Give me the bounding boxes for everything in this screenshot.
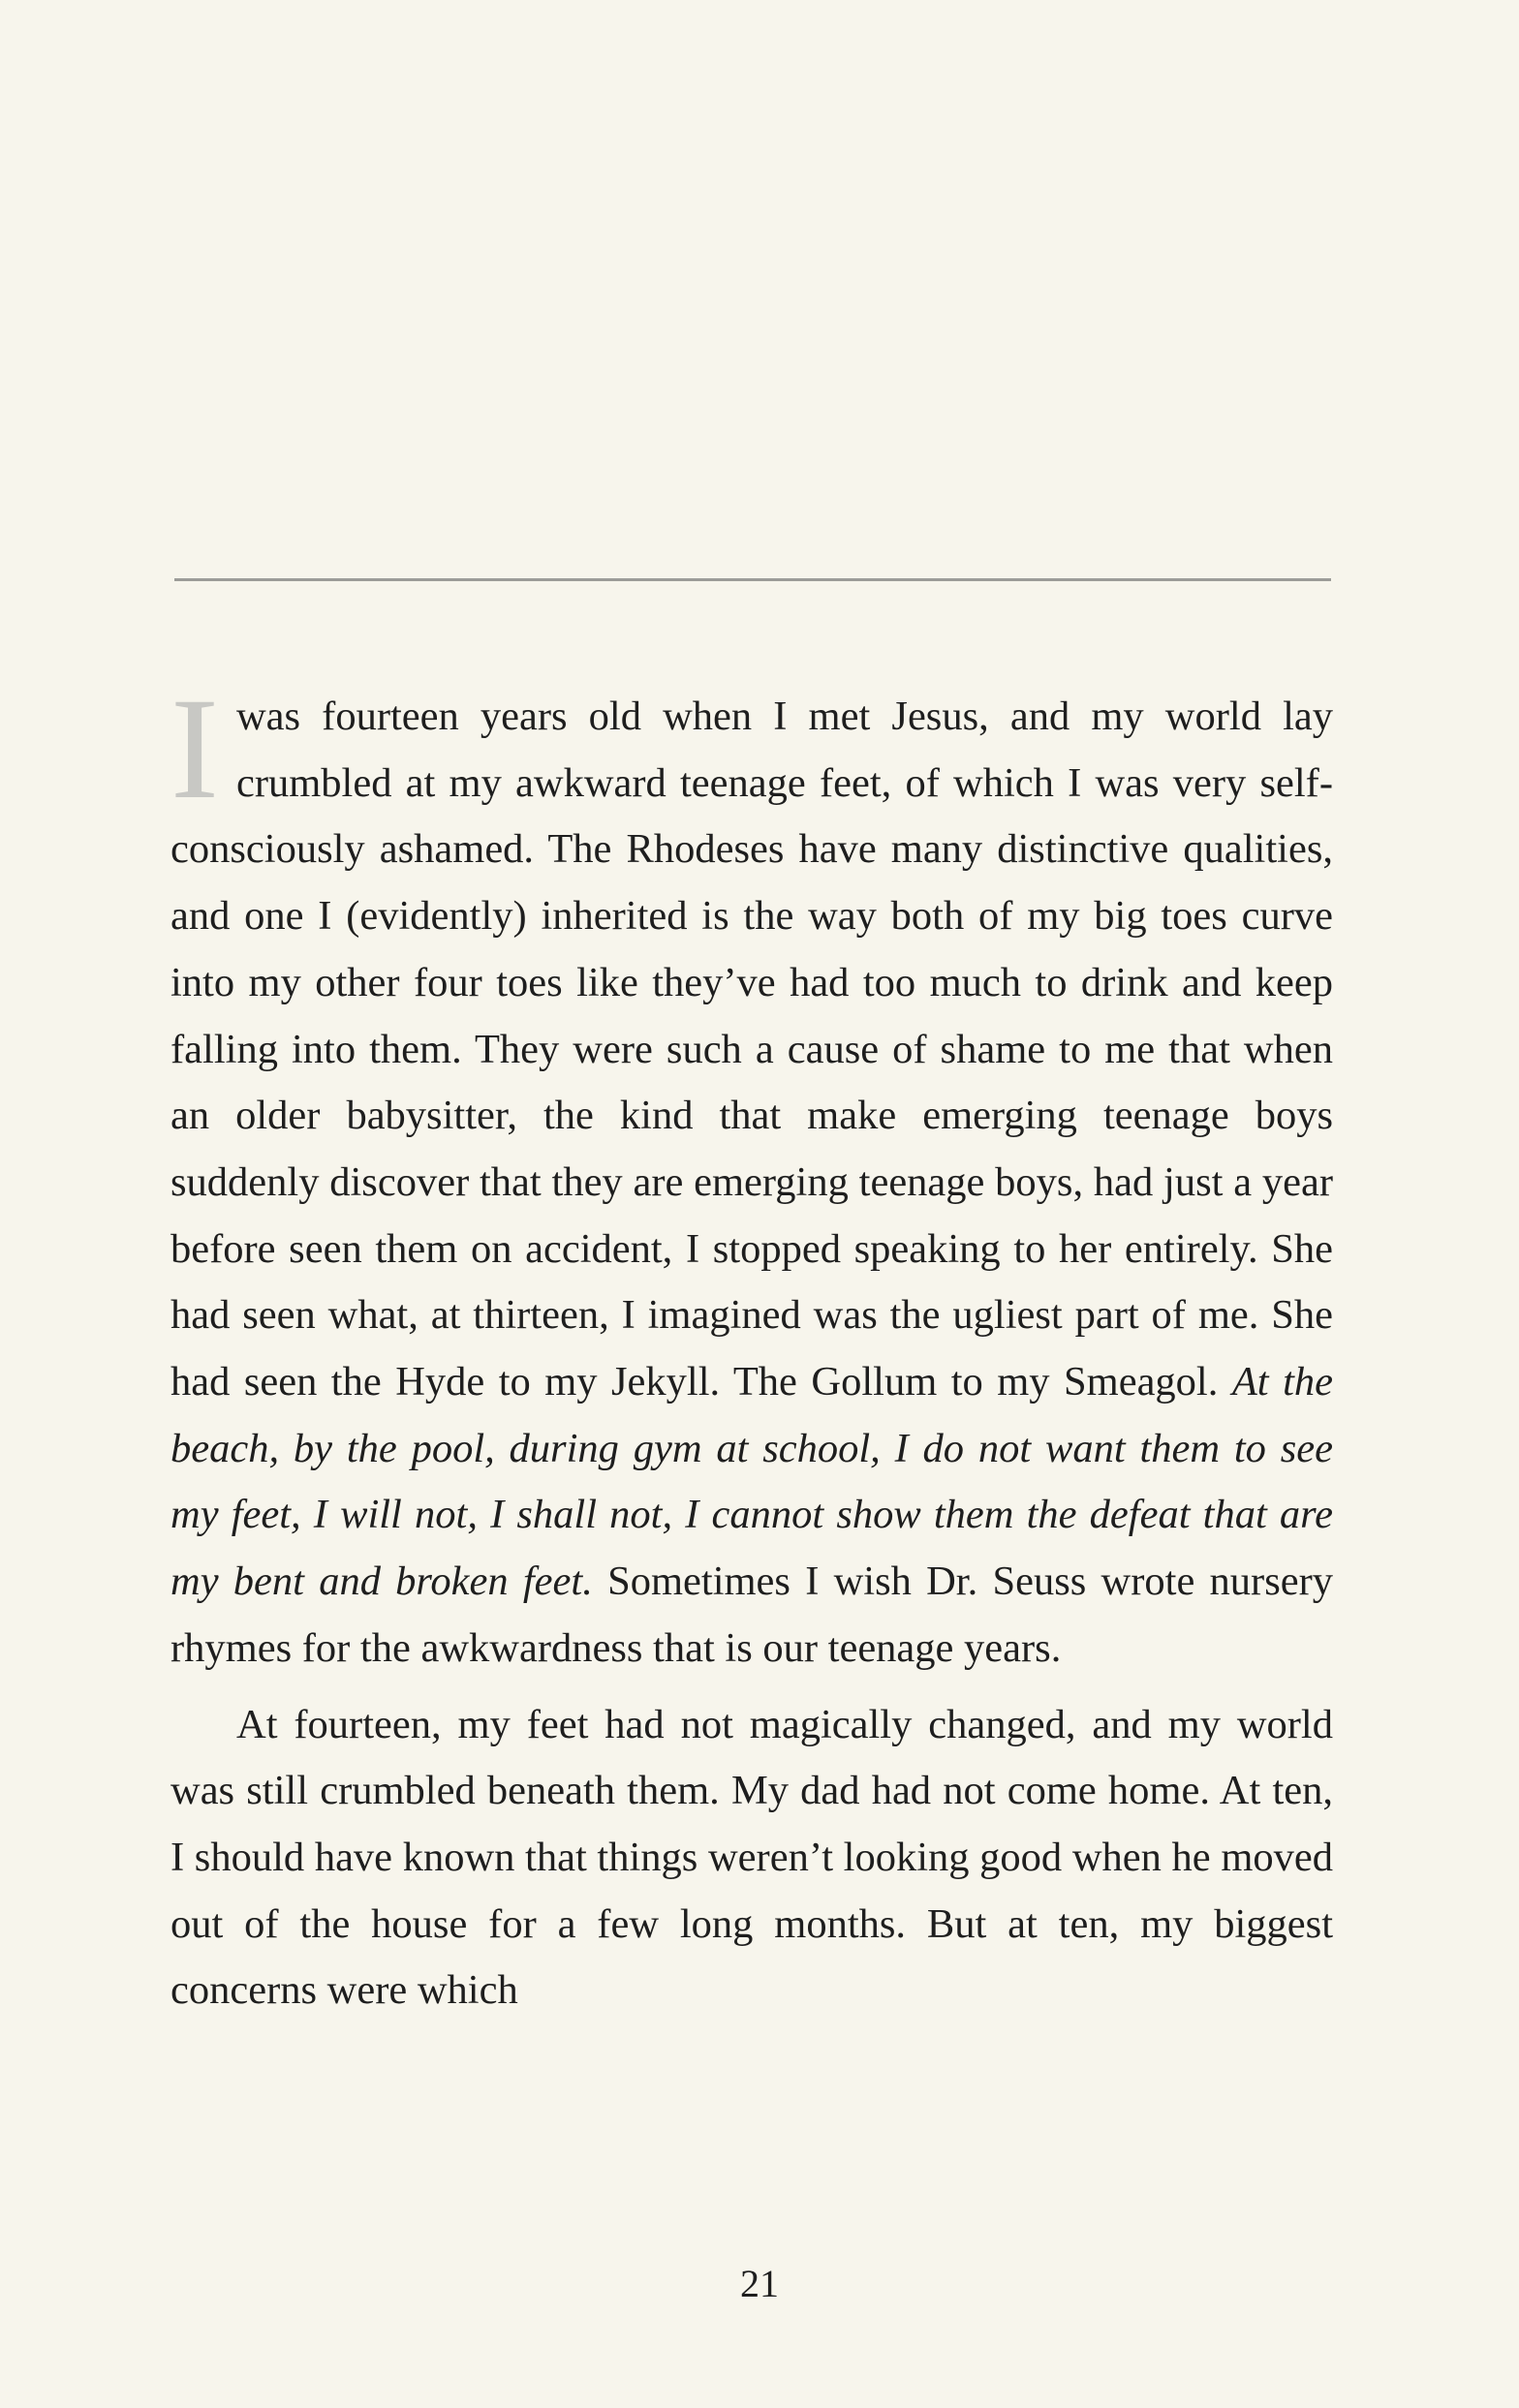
- paragraph-1-tail: Sometimes I wish Dr. Seuss wrote nursery rhymes for the awkwardness that is our teenage years.: [170, 1559, 1333, 1671]
- section-divider-rule: [174, 578, 1331, 581]
- page-number: 21: [740, 2262, 779, 2305]
- italic-rhyme: At the beach, by the pool, during gym at school, I do not want them to see my feet, I will not, I shall not, I cannot show them the defeat that are my bent and broken feet.: [170, 1359, 1333, 1605]
- chapter-body: [170, 668, 1333, 2024]
- paragraph-1: [170, 668, 1333, 1683]
- drop-cap: I: [170, 668, 219, 829]
- paragraph-1-lead: was fourteen years old when I met Jesus, and my world lay crumbled at my awkward teenage feet, of which I was very self-consciously ashamed. The Rhodeses have many distinctive qualities, and one I (evidently) inherited is the way both of my big toes curve into my other four toes like they’ve had too much to drink and keep falling into them. They were such a cause of shame to me that when an older babysitter, the kind that make emerging teenage boys suddenly discover that they are emerging teenage boys, had just a year before seen them on accident, I stopped speaking to her entirely. She had seen what, at thirteen, I imagined was the ugliest part of me. She had seen the Hyde to my Jekyll. The Gollum to my Smeagol.: [170, 694, 1333, 1405]
- paragraph-2: At fourteen, my feet had not magically changed, and my world was still crumbled beneath them. My dad had not come home. At ten, I should have known that things weren’t looking good when he moved out of the house for a few long months. But at ten, my biggest concerns were which: [170, 1701, 1333, 2014]
